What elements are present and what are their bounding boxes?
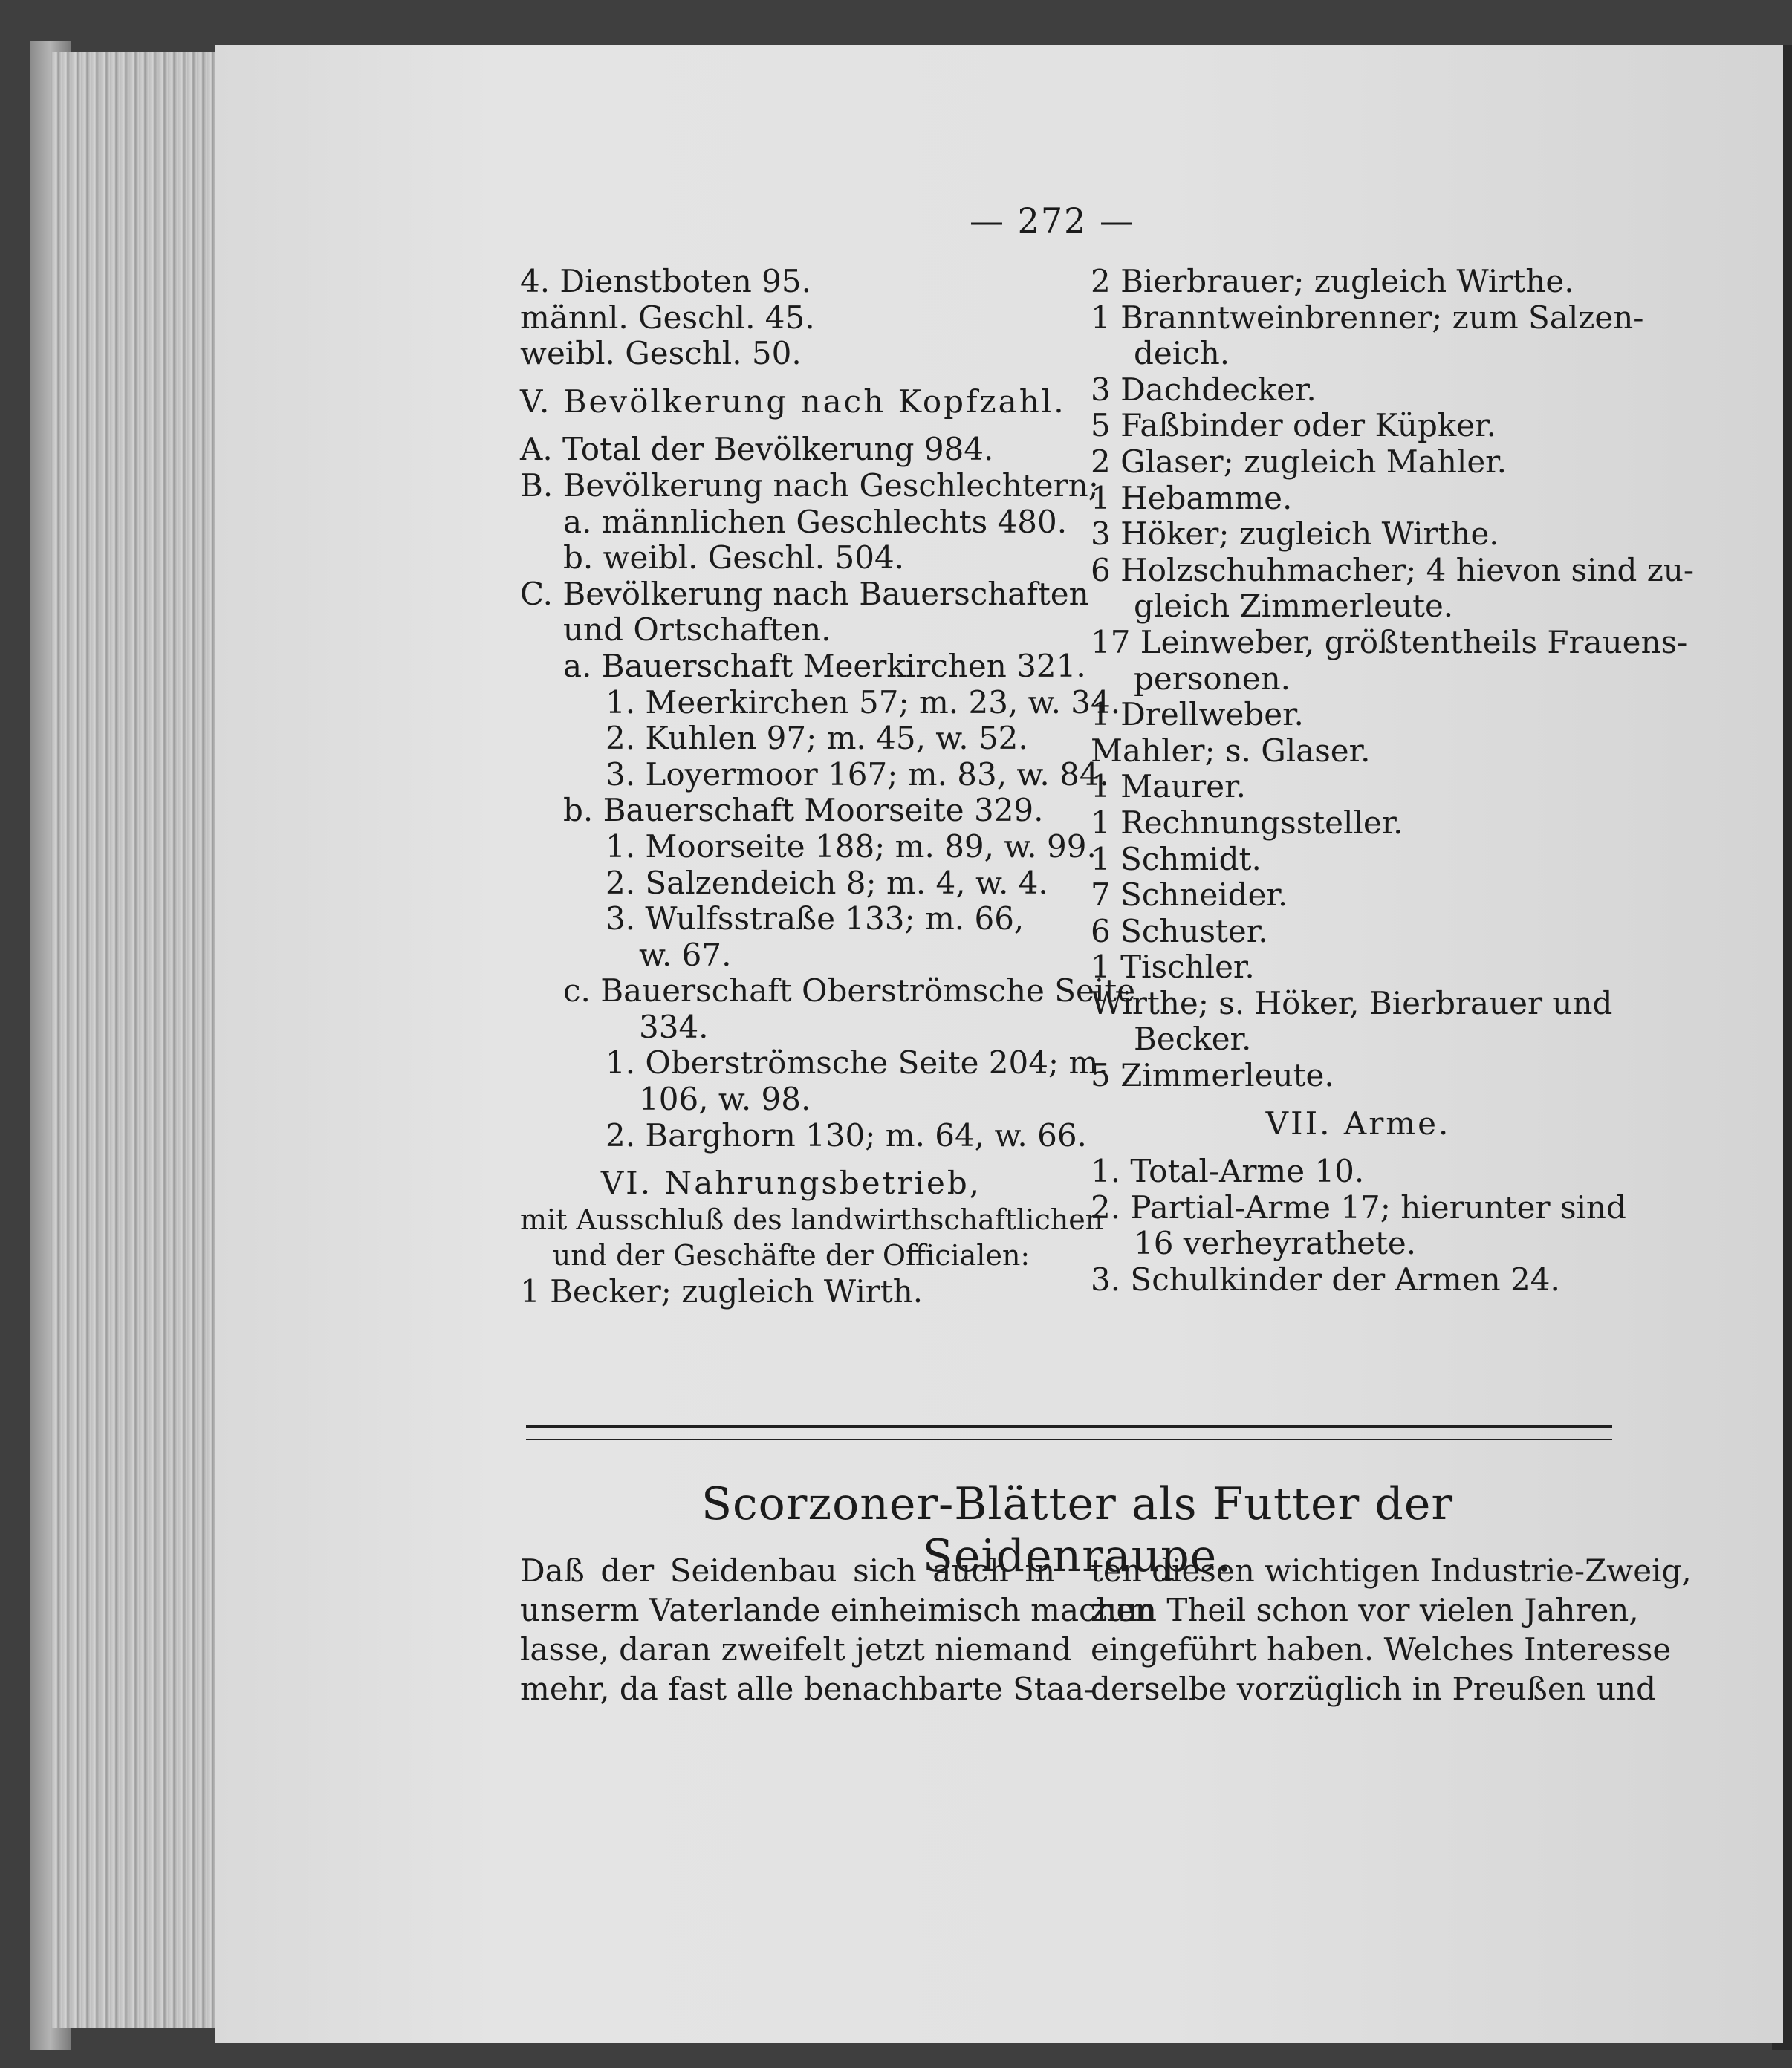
page-number: — 272 — <box>970 201 1136 241</box>
text-line: b. Bauerschaft Moorseite 329. <box>563 792 1044 829</box>
text-line: 1 Tischler. <box>1091 949 1255 986</box>
text-line: 106, w. 98. <box>639 1081 811 1118</box>
text-line: A. Total der Bevölkerung 984. <box>520 431 994 468</box>
text-line: 2. Barghorn 130; m. 64, w. 66. <box>606 1116 1087 1154</box>
text-line: w. 67. <box>639 936 732 973</box>
page-edges <box>52 52 215 2028</box>
article-right-column <box>1091 1551 1692 1708</box>
text-line: 17 Leinweber, größtentheils Frauens- <box>1091 623 1688 660</box>
text-line: mehr, da fast alle benachbarte Staa- <box>520 1671 1095 1707</box>
spacer <box>1091 1142 1626 1154</box>
text-line: 3. Wulfsstraße 133; m. 66, <box>606 900 1025 937</box>
text-line: 3 Höker; zugleich Wirthe. <box>1091 516 1499 553</box>
text-line: 2. Partial-Arme 17; hierunter sind <box>1091 1189 1626 1226</box>
section-heading: VII. Arme. <box>1265 1105 1451 1142</box>
text-line: 1. Moorseite 188; m. 89, w. 99. <box>606 827 1097 865</box>
spacer <box>1091 1094 1626 1106</box>
text-line: 1. Total-Arme 10. <box>1091 1153 1365 1190</box>
text-line: personen. <box>1134 660 1291 697</box>
text-line: 5 Zimmerleute. <box>1091 1057 1334 1094</box>
left-column <box>520 263 1136 1310</box>
spacer <box>520 1154 1062 1165</box>
text-line: männl. Geschl. 45. <box>520 299 815 336</box>
text-line: zum Theil schon vor vielen Jahren, <box>1091 1592 1639 1628</box>
spacer <box>520 372 1062 384</box>
text-line: 1 Becker; zugleich Wirth. <box>520 1273 923 1310</box>
article-title: Scorzoner-Blätter als Futter der Seidenraupe. <box>701 1478 1454 1582</box>
text-line: lasse, daran zweifelt jetzt niemand <box>520 1631 1072 1668</box>
text-line: B. Bevölkerung nach Geschlechtern; <box>520 466 1099 504</box>
right-column <box>1091 263 1695 1298</box>
article-left-column <box>520 1551 1155 1708</box>
text-line: 3. Schulkinder der Armen 24. <box>1091 1261 1560 1298</box>
text-line: c. Bauerschaft Oberströmsche Seite <box>563 972 1136 1009</box>
text-line: 1 Branntweinbrenner; zum Salzen- <box>1091 299 1644 336</box>
text-line: mit Ausschluß des landwirthschaftlichen <box>520 1203 1104 1236</box>
text-line: und der Geschäfte der Officialen: <box>552 1239 1030 1272</box>
text-line: Mahler; s. Glaser. <box>1091 732 1371 769</box>
text-line: 1. Oberströmsche Seite 204; m. <box>606 1044 1108 1082</box>
text-line: 1 Rechnungssteller. <box>1091 804 1403 841</box>
section-divider-rule <box>526 1425 1612 1440</box>
text-line: 2 Glaser; zugleich Mahler. <box>1091 443 1507 480</box>
text-line: gleich Zimmerleute. <box>1134 588 1454 625</box>
text-line: derselbe vorzüglich in Preußen und <box>1091 1671 1657 1707</box>
text-line: 16 verheyrathete. <box>1134 1225 1417 1262</box>
text-line: 6 Schuster. <box>1091 912 1268 949</box>
text-line: ten diesen wichtigen Industrie-Zweig, <box>1091 1552 1692 1589</box>
text-line: 2 Bierbrauer; zugleich Wirthe. <box>1091 263 1574 299</box>
text-line: deich. <box>1134 335 1230 372</box>
text-line: 6 Holzschuhmacher; 4 hievon sind zu- <box>1091 551 1695 588</box>
text-line: 1 Drellweber. <box>1091 696 1304 733</box>
text-line: 5 Faßbinder oder Küpker. <box>1091 407 1496 444</box>
text-line: 3. Loyermoor 167; m. 83, w. 84. <box>606 755 1109 793</box>
text-line: 1 Maurer. <box>1091 768 1246 805</box>
text-line: 7 Schneider. <box>1091 877 1288 914</box>
text-line: und Ortschaften. <box>563 611 831 648</box>
text-line: 334. <box>639 1008 709 1045</box>
text-line: 2. Salzendeich 8; m. 4, w. 4. <box>606 864 1048 901</box>
section-heading: V. Bevölkerung nach Kopfzahl. <box>520 383 1066 420</box>
text-line: Becker. <box>1134 1021 1252 1058</box>
spacer <box>520 420 1062 432</box>
text-line: Wirthe; s. Höker, Bierbrauer und <box>1091 984 1613 1021</box>
text-line: a. männlichen Geschlechts 480. <box>563 503 1068 540</box>
text-line: 1 Schmidt. <box>1091 840 1262 877</box>
text-line: 3 Dachdecker. <box>1091 371 1317 408</box>
text-line: b. weibl. Geschl. 504. <box>563 539 905 576</box>
text-line: 4. Dienstboten 95. <box>520 263 811 299</box>
text-line: 2. Kuhlen 97; m. 45, w. 52. <box>606 720 1028 757</box>
text-line: unserm Vaterlande einheimisch machen <box>520 1592 1155 1628</box>
text-line: 1. Meerkirchen 57; m. 23, w. 34. <box>606 683 1121 721</box>
text-line: 1 Hebamme. <box>1091 479 1293 516</box>
text-line: Daß der Seidenbau sich auch in <box>520 1552 1055 1589</box>
text-line: weibl. Geschl. 50. <box>520 335 802 372</box>
text-line: C. Bevölkerung nach Bauerschaften <box>520 575 1089 612</box>
section-heading: VI. Nahrungsbetrieb, <box>600 1165 982 1202</box>
text-line: eingeführt haben. Welches Interesse <box>1091 1631 1672 1668</box>
text-line: a. Bauerschaft Meerkirchen 321. <box>563 647 1086 684</box>
